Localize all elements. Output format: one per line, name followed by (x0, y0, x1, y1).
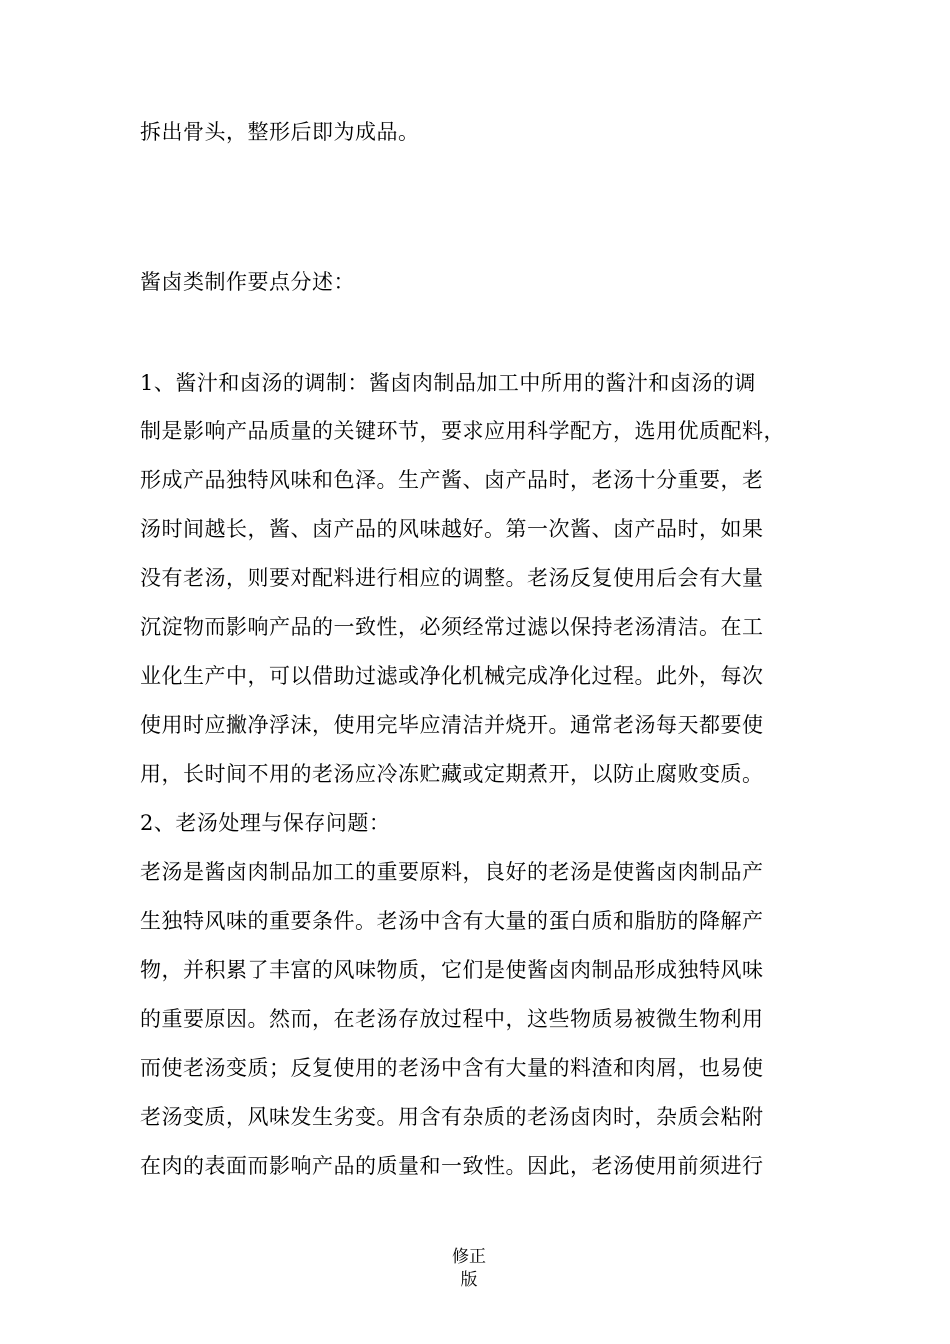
paragraph-line: 用，长时间不用的老汤应冷冻贮藏或定期煮开，以防止腐败变质。 (140, 762, 764, 786)
section-heading: 2、老汤处理与保存问题： (140, 811, 391, 835)
paragraph-line: 在肉的表面而影响产品的质量和一致性。因此，老汤使用前须进行 (140, 1154, 764, 1178)
paragraph-line: 使用时应撇净浮沫，使用完毕应清洁并烧开。通常老汤每天都要使 (140, 713, 764, 737)
paragraph-line: 生独特风味的重要条件。老汤中含有大量的蛋白质和脂肪的降解产 (140, 909, 764, 933)
paragraph-line: 物，并积累了丰富的风味物质，它们是使酱卤肉制品形成独特风味 (140, 958, 764, 982)
paragraph-line: 汤时间越长，酱、卤产品的风味越好。第一次酱、卤产品时，如果 (140, 517, 764, 541)
paragraph-line: 拆出骨头，整形后即为成品。 (140, 120, 420, 144)
paragraph-line: 老汤是酱卤肉制品加工的重要原料，良好的老汤是使酱卤肉制品产 (140, 860, 764, 884)
paragraph-line: 制是影响产品质量的关键环节，要求应用科学配方，选用优质配料， (140, 419, 785, 443)
paragraph-line: 而使老汤变质；反复使用的老汤中含有大量的料渣和肉屑，也易使 (140, 1056, 764, 1080)
paragraph-line: 的重要原因。然而，在老汤存放过程中，这些物质易被微生物利用 (140, 1007, 764, 1031)
section-heading: 酱卤类制作要点分述： (140, 270, 355, 294)
paragraph-line: 老汤变质，风味发生劣变。用含有杂质的老汤卤肉时，杂质会粘附 (140, 1105, 764, 1129)
paragraph-line: 没有老汤，则要对配料进行相应的调整。老汤反复使用后会有大量 (140, 566, 764, 590)
footer-label-line2: 版 (460, 1270, 478, 1290)
paragraph-line: 形成产品独特风味和色泽。生产酱、卤产品时，老汤十分重要，老 (140, 468, 764, 492)
paragraph-line: 沉淀物而影响产品的一致性，必须经常过滤以保持老汤清洁。在工 (140, 615, 764, 639)
paragraph-line: 业化生产中，可以借助过滤或净化机械完成净化过程。此外，每次 (140, 664, 764, 688)
footer-label-line1: 修正 (452, 1247, 486, 1267)
paragraph-line: 1、酱汁和卤汤的调制：酱卤肉制品加工中所用的酱汁和卤汤的调 (140, 371, 756, 395)
